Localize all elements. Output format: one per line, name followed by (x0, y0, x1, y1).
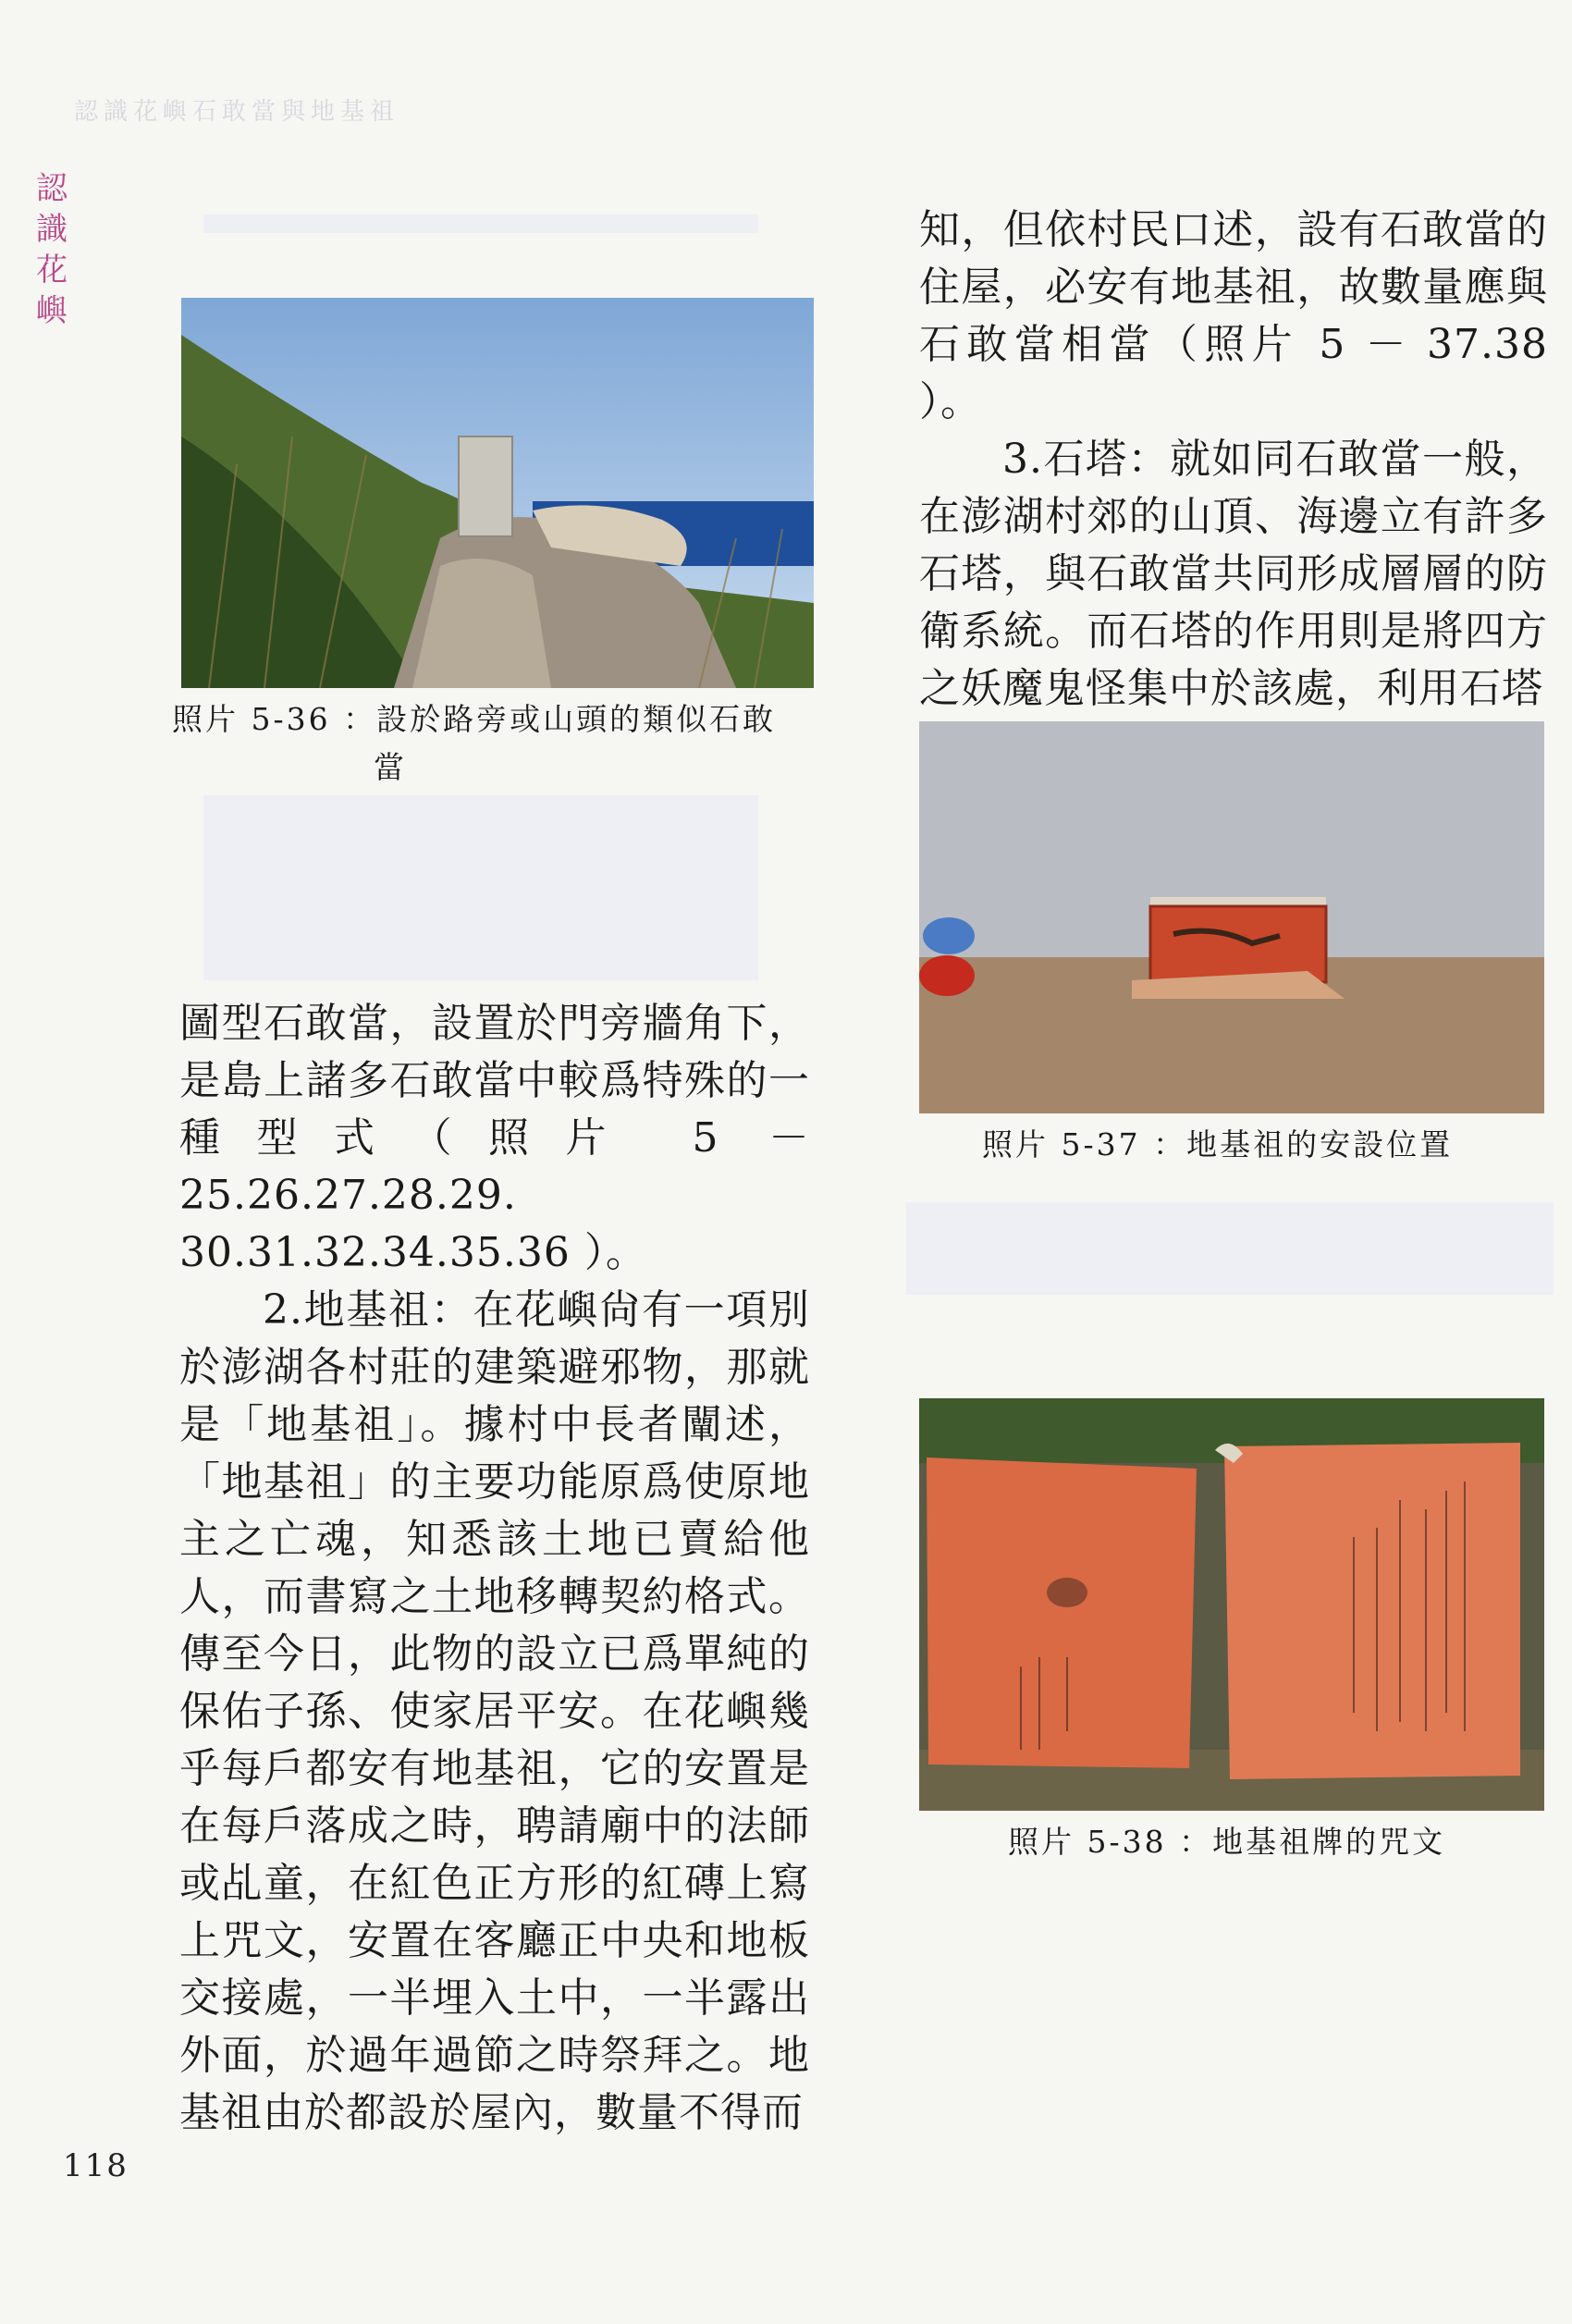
background-panel-top (203, 215, 758, 233)
background-panel-right (906, 1202, 1554, 1295)
photo-5-37 (919, 721, 1544, 1113)
side-title-char: 花 (36, 252, 68, 289)
caption-5-36-line2: 當 (374, 749, 407, 785)
side-title (31, 168, 72, 331)
photo-5-38 (919, 1398, 1544, 1811)
side-title-char: 認 (36, 170, 68, 207)
photo-5-36 (181, 298, 814, 688)
page-number: 118 (63, 2147, 129, 2184)
caption-5-37: 照片 5-37 ：地基祖的安設位置 (982, 1126, 1454, 1162)
side-title-char: 嶼 (36, 292, 68, 329)
right-column-text (919, 202, 1548, 718)
left-paragraph-2: 2.地基祖：在花嶼尙有一項別於澎湖各村莊的建築避邪物，那就是「地基祖」。據村中長者闡述，「地基祖」的主要功能原爲使原地主之亡魂，知悉該土地已賣給他人，而書寫之土地移轉契約格式。傳至今日，此物的設立已爲單純的保佑子孫、使家居平安。在花嶼幾乎每戶都安有地基祖，它的安置是在每戶落成之時，聘請廟中的法師或乩童，在紅色正方形的紅磚上寫上咒文，安置在客廳正中央和地板交接處，一半埋入土中，一半露出外面，於過年過節之時祭拜之。地基祖由於都設於屋內，數量不得而 (179, 1286, 810, 2136)
header-ghost-text: 認識花嶼石敢當與地基祖 (74, 98, 400, 126)
right-paragraph-2: 3.石塔：就如同石敢當一般，在澎湖村郊的山頂、海邊立有許多石塔，與石敢當共同形成層層的防衛系統。而石塔的作用則是將四方之妖魔鬼怪集中於該處，利用石塔 (919, 436, 1548, 712)
side-title-char: 識 (36, 211, 68, 248)
left-paragraph-1: 圖型石敢當，設置於門旁牆角下，是島上諸多石敢當中較爲特殊的一種型式（照片 5 － 25.26.27.28.29. 30.31.32.34.35.36 ）。 (179, 1000, 810, 1276)
left-column-text (179, 995, 810, 2142)
background-panel-mid (203, 795, 758, 980)
caption-5-38: 照片 5-38 ：地基祖牌的咒文 (1008, 1824, 1446, 1860)
right-paragraph-1: 知，但依村民口述，設有石敢當的住屋，必安有地基祖，故數量應與石敢當相當（照片 5 － 37.38 ）。 (919, 206, 1548, 425)
caption-5-36-line1: 照片 5-36 ：設於路旁或山頭的類似石敢 (172, 701, 777, 737)
caption-5-36 (172, 695, 838, 792)
